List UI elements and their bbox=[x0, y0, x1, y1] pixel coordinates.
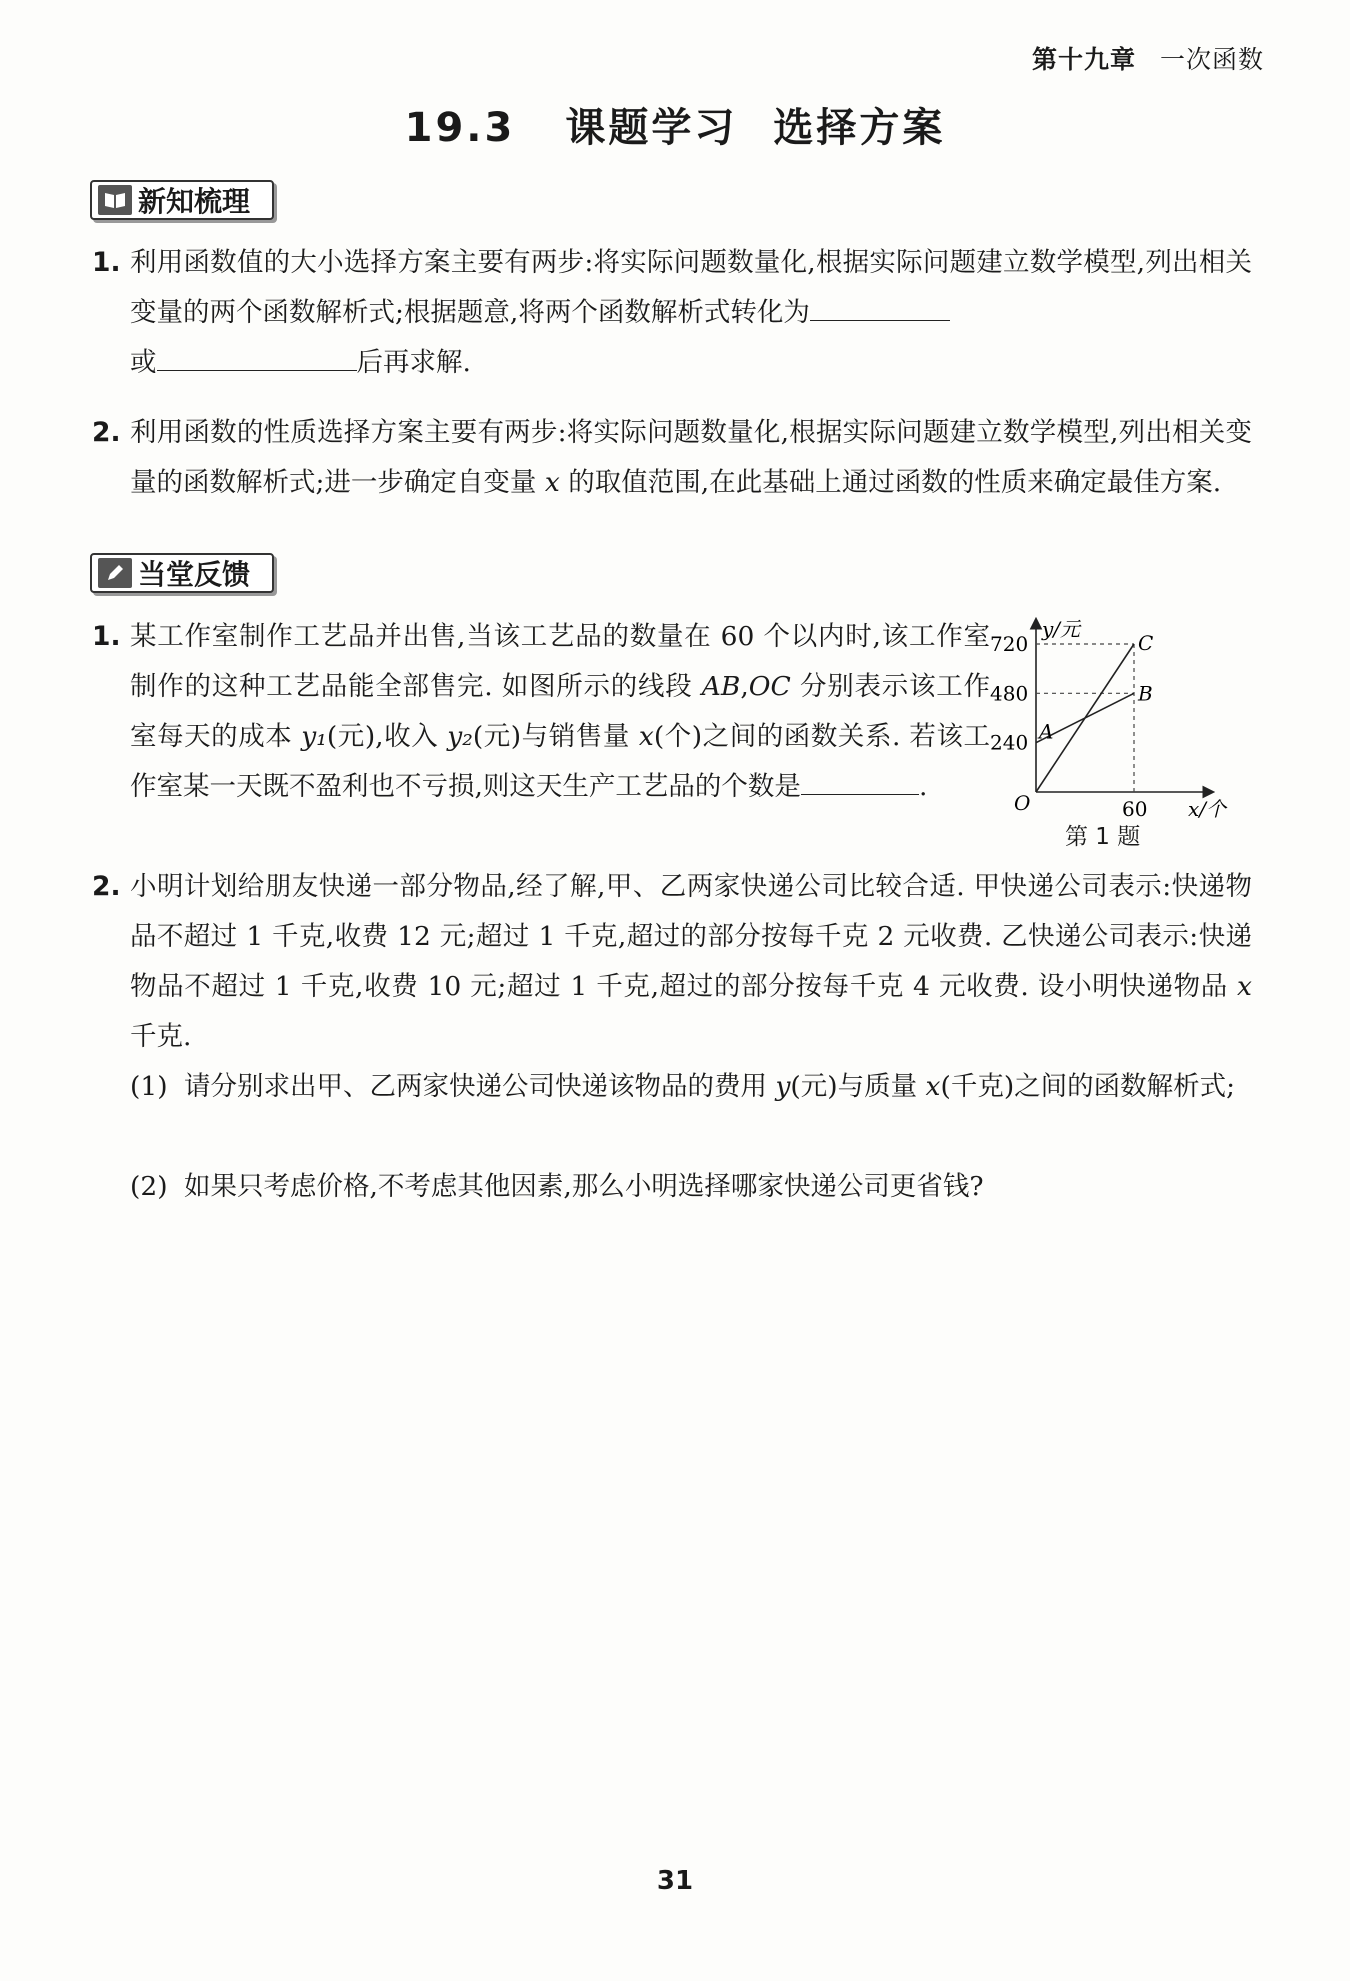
chapter-name: 一次函数 bbox=[1159, 45, 1264, 74]
answer-blank[interactable] bbox=[801, 766, 919, 795]
question-text: , bbox=[740, 671, 749, 702]
item-text: 或 bbox=[130, 347, 157, 378]
sub-question-number: (1) bbox=[130, 1071, 168, 1102]
y-tick-label: 240 bbox=[990, 730, 1029, 755]
point-c-label: C bbox=[1138, 631, 1154, 655]
section-tag-knowledge bbox=[90, 180, 274, 220]
section-tag-label: 当堂反馈 bbox=[138, 558, 251, 591]
title-part2: 选择方案 bbox=[773, 105, 946, 151]
question-text: (个)之间的函数关系. 若该工作室某一天既不盈利也不亏损,则这天生产工艺品的个数是 bbox=[130, 721, 990, 802]
answer-blank[interactable] bbox=[810, 292, 950, 321]
item-number: 2. bbox=[92, 417, 121, 448]
question-text: 千克. bbox=[130, 1021, 192, 1052]
y-tick-label: 480 bbox=[990, 681, 1029, 706]
sub-question-number: (2) bbox=[130, 1171, 168, 1202]
item-text: 利用函数值的大小选择方案主要有两步:将实际问题数量化,根据实际问题建立数学模型,列出相关变量的两个函数解析式;根据题意,将两个函数解析式转化为 bbox=[130, 247, 1252, 328]
question-text: (元)与销售量 bbox=[472, 721, 630, 752]
knowledge-item-2 bbox=[92, 408, 1252, 508]
variable: y bbox=[775, 1071, 791, 1102]
figure-caption: 第 1 题 bbox=[1065, 824, 1141, 850]
sub-question-2 bbox=[130, 1162, 1252, 1212]
question-1 bbox=[92, 612, 990, 812]
book-icon bbox=[98, 185, 132, 215]
title-part1: 课题学习 bbox=[565, 105, 738, 151]
chapter-header bbox=[1032, 40, 1264, 76]
x-axis-label: x/个 bbox=[1188, 797, 1227, 821]
sub-question-1 bbox=[130, 1062, 1252, 1112]
variable: x bbox=[1237, 971, 1252, 1002]
item-text: 利用函数的性质选择方案主要有两步:将实际问题数量化,根据实际问题建立数学模型,列出相关变量的函数解析式;进一步确定自变量 bbox=[130, 417, 1252, 498]
pencil-icon bbox=[98, 558, 132, 588]
section-tag-label: 新知梳理 bbox=[138, 185, 251, 218]
question-text: 分别表示该工作室每天的成本 bbox=[130, 671, 990, 752]
series-line-oc bbox=[1036, 644, 1134, 792]
page-title bbox=[0, 96, 1350, 153]
question-number: 1. bbox=[92, 621, 121, 652]
variable: x bbox=[925, 1071, 941, 1102]
answer-blank[interactable] bbox=[157, 342, 357, 371]
function-graph bbox=[980, 612, 1240, 852]
section-tag-feedback bbox=[90, 553, 274, 593]
variable: x bbox=[544, 467, 560, 498]
question-text: 小明计划给朋友快递一部分物品,经了解,甲、乙两家快递公司比较合适. 甲快递公司表示:快递物品不超过 1 千克,收费 12 元;超过 1 千克,超过的部分按每千克 2 元收费. 乙快递公司表示:快递物品不超过 1 千克,收费 10 元;超过 1 千克,超过的部分按每千克 4 元收费. 设小明快递物品 bbox=[130, 871, 1252, 1002]
section-number: 19.3 bbox=[404, 105, 516, 151]
variable: y₁ bbox=[301, 721, 327, 752]
question-text: . bbox=[918, 771, 928, 802]
x-tick-label: 60 bbox=[1122, 797, 1148, 821]
question-text: 某工作室制作工艺品并出售,当该工艺品的数量在 60 个以内时,该工作室制作的这种工艺品能全部售完. 如图所示的线段 bbox=[130, 621, 990, 702]
knowledge-item-1 bbox=[92, 238, 1252, 388]
question-2 bbox=[92, 862, 1252, 1062]
chapter-number: 第十九章 bbox=[1031, 45, 1136, 74]
y-tick-label: 720 bbox=[990, 632, 1029, 656]
y-axis-label: y/元 bbox=[1042, 617, 1081, 641]
origin-label: O bbox=[1014, 791, 1031, 815]
variable: x bbox=[638, 721, 654, 752]
point-a-label: A bbox=[1039, 719, 1054, 744]
sub-question-text: (元)与质量 bbox=[790, 1071, 918, 1102]
item-number: 1. bbox=[92, 247, 121, 278]
sub-question-text: 请分别求出甲、乙两家快递公司快递该物品的费用 bbox=[184, 1071, 767, 1102]
page-number: 31 bbox=[656, 1866, 694, 1896]
question-number: 2. bbox=[92, 871, 121, 902]
sub-question-text: 如果只考虑价格,不考虑其他因素,那么小明选择哪家快递公司更省钱? bbox=[184, 1171, 984, 1202]
segment-label: AB bbox=[701, 671, 741, 702]
variable: y₂ bbox=[447, 721, 473, 752]
point-b-label: B bbox=[1138, 681, 1153, 706]
segment-label: OC bbox=[748, 671, 791, 702]
sub-question-text: (千克)之间的函数解析式; bbox=[940, 1071, 1236, 1102]
item-text: 的取值范围,在此基础上通过函数的性质来确定最佳方案. bbox=[568, 467, 1222, 498]
question-text: (元),收入 bbox=[326, 721, 439, 752]
item-text: 后再求解. bbox=[356, 347, 471, 378]
